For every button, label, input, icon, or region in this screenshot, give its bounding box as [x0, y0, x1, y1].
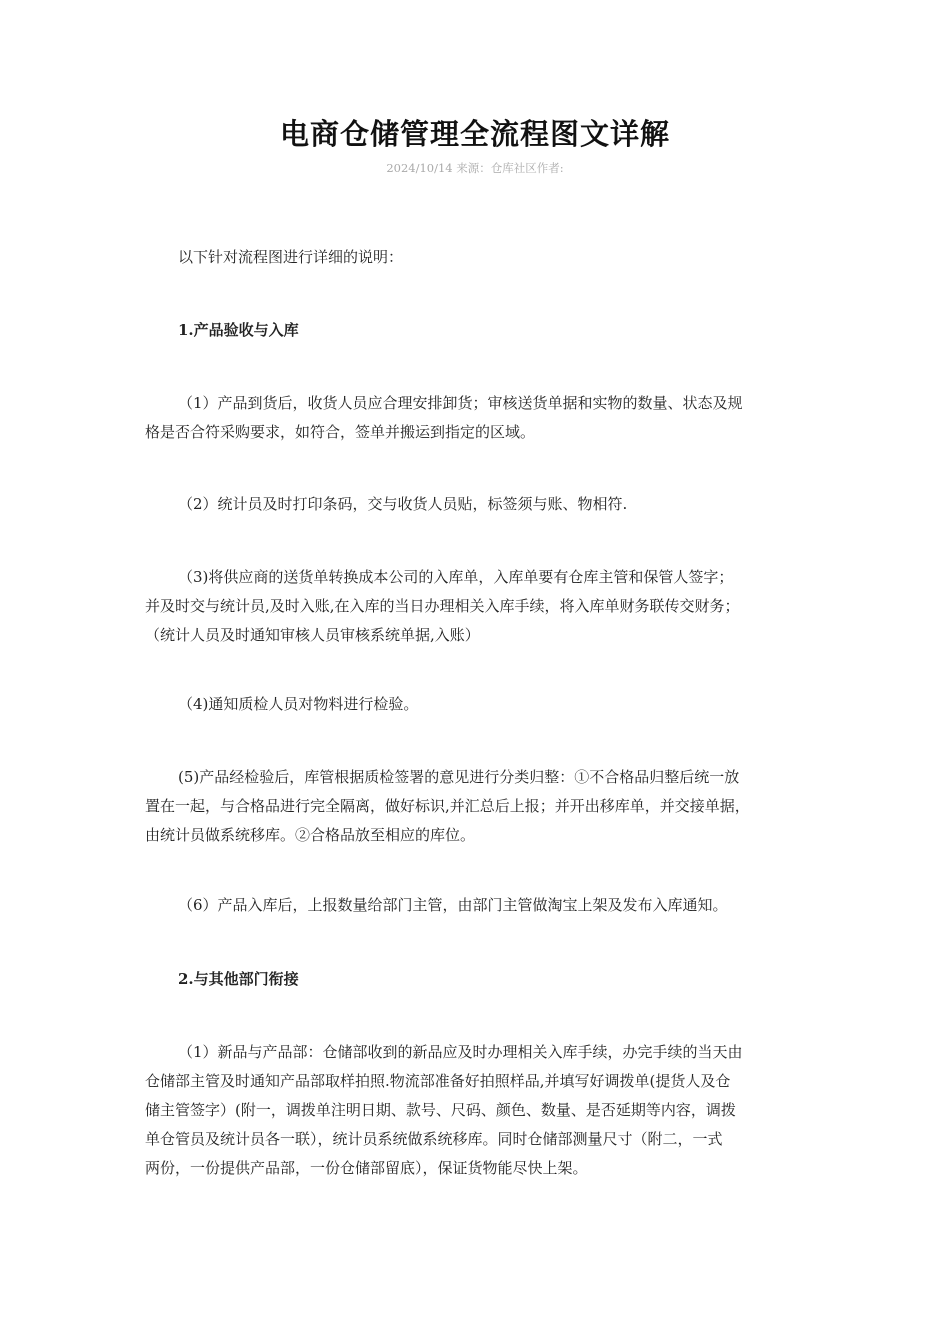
paragraph-line: （6）产品入库后，上报数量给部门主管，由部门主管做淘宝上架及发布入库通知。 — [178, 896, 728, 914]
paragraph-line: （1）新品与产品部：仓储部收到的新品应及时办理相关入库手续，办完手续的当天由 — [178, 1043, 743, 1061]
paragraph-line: 由统计员做系统移库。②合格品放至相应的库位。 — [145, 826, 476, 844]
paragraph-line: (5)产品经检验后，库管根据质检签署的意见进行分类归整：①不合格品归整后统一放 — [178, 768, 740, 786]
intro-paragraph — [145, 243, 820, 272]
paragraph-line: 仓储部主管及时通知产品部取样拍照.物流部准备好拍照样品,并填写好调拨单(提货人及仓 — [145, 1072, 731, 1090]
paragraph-line: 置在一起，与合格品进行完全隔离，做好标识,并汇总后上报；并开出移库单，并交接单据， — [145, 797, 750, 815]
section1-paragraph-1 — [145, 389, 820, 447]
document-meta: 2024/10/14 来源：仓库社区作者: — [386, 161, 564, 175]
paragraph-line: 单仓管员及统计员各一联），统计员系统做系统移库。同时仓储部测量尺寸（附二，一式 — [145, 1130, 723, 1148]
paragraph-line: （2）统计员及时打印条码，交与收货人员贴，标签须与账、物相符. — [178, 495, 628, 513]
paragraph-line: （3)将供应商的送货单转换成本公司的入库单，入库单要有仓库主管和保管人签字； — [178, 568, 734, 586]
section1-paragraph-3 — [145, 563, 820, 650]
intro-line: 以下针对流程图进行详细的说明： — [178, 248, 404, 266]
section1-paragraph-5 — [145, 763, 820, 850]
section1-paragraph-6 — [145, 891, 820, 920]
section2-heading — [145, 965, 820, 994]
document-title: 电商仓储管理全流程图文详解 — [279, 117, 670, 151]
paragraph-line: （1）产品到货后，收货人员应合理安排卸货；审核送货单据和实物的数量、状态及规 — [178, 394, 743, 412]
section1-heading — [145, 316, 820, 345]
section1-paragraph-4 — [145, 690, 820, 719]
section1-paragraph-2 — [145, 490, 820, 519]
paragraph-line: 两份，一份提供产品部，一份仓储部留底），保证货物能尽快上架。 — [145, 1159, 588, 1177]
paragraph-line: （4)通知质检人员对物料进行检验。 — [178, 695, 419, 713]
section2-heading-text: 2.与其他部门衔接 — [178, 970, 299, 988]
section2-paragraph-1 — [145, 1038, 820, 1183]
paragraph-line: （统计人员及时通知审核人员审核系统单据,入账） — [145, 626, 480, 644]
paragraph-line: 储主管签字）(附一，调拨单注明日期、款号、尺码、颜色、数量、是否延期等内容，调拨 — [145, 1101, 736, 1119]
paragraph-line: 格是否合符采购要求，如符合，签单并搬运到指定的区域。 — [145, 423, 536, 441]
paragraph-line: 并及时交与统计员,及时入账,在入库的当日办理相关入库手续，将入库单财务联传交财务； — [145, 597, 740, 615]
section1-heading-text: 1.产品验收与入库 — [178, 321, 299, 339]
